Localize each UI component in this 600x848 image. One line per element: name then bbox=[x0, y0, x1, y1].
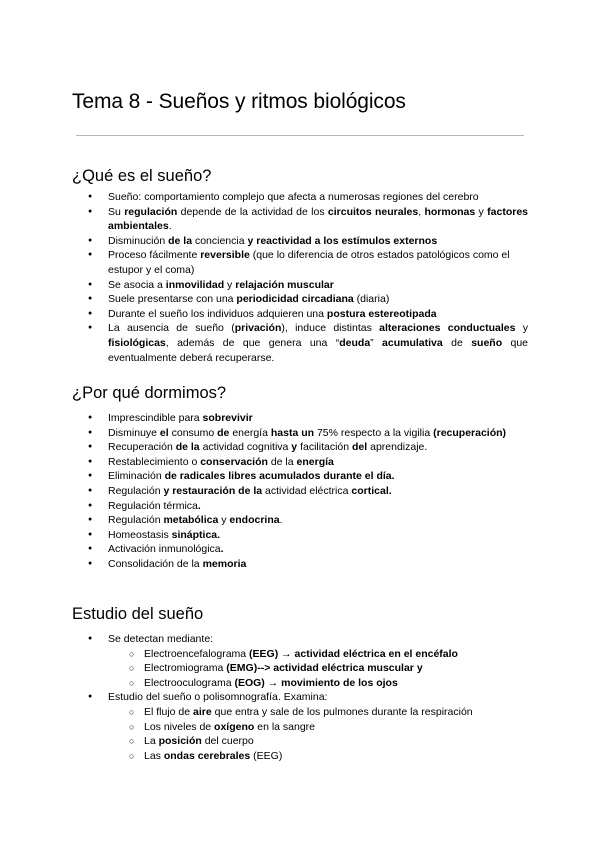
sleep-definition-list bbox=[72, 190, 528, 365]
text: Electrooculograma bbox=[144, 676, 232, 689]
bold-text: (EEG) → actividad eléctrica en el encéfalo bbox=[246, 647, 458, 660]
text: de la bbox=[267, 455, 297, 468]
text: (que lo diferencia de otros estados patológicos como el estupor y el coma) bbox=[108, 249, 510, 276]
text: aprendizaje. bbox=[370, 441, 428, 454]
text: Se asocia a bbox=[108, 278, 166, 291]
bold-text: relajación muscular bbox=[235, 278, 334, 291]
text: Disminuye bbox=[108, 426, 158, 439]
bold-text: sináptica. bbox=[168, 528, 221, 541]
text: del cuerpo bbox=[201, 735, 254, 748]
sub-list-item bbox=[108, 749, 528, 764]
polysomnography-list bbox=[108, 705, 528, 763]
bold-text: el bbox=[157, 426, 172, 439]
text: actividad cognitiva bbox=[202, 441, 289, 454]
sub-list-item bbox=[108, 720, 528, 735]
list-item bbox=[72, 469, 528, 484]
bold-text: y bbox=[288, 441, 301, 454]
list-item bbox=[72, 426, 528, 441]
polysomnography-label: Estudio del sueño o polisomnografía. Examina: bbox=[108, 691, 328, 704]
bold-text: (EMG)--> actividad eléctrica muscular y bbox=[223, 662, 423, 675]
text: Recuperación bbox=[108, 441, 173, 454]
list-item bbox=[72, 321, 528, 365]
bold-text: y reactividad a los estímulos externos bbox=[244, 234, 438, 247]
sub-list-item bbox=[108, 661, 528, 676]
list-item bbox=[72, 248, 528, 277]
text: de bbox=[442, 336, 472, 349]
list-item bbox=[72, 632, 528, 690]
bold-text: y restauración de la bbox=[160, 484, 266, 497]
bold-text: de bbox=[214, 426, 233, 439]
document-title: Tema 8 - Sueños y ritmos biológicos bbox=[72, 90, 406, 113]
text: Los niveles de bbox=[144, 720, 215, 733]
sub-list-item bbox=[108, 705, 528, 720]
text: , bbox=[418, 205, 425, 218]
list-item bbox=[72, 513, 528, 528]
bold-text: posición bbox=[158, 735, 202, 748]
list-item bbox=[72, 234, 528, 249]
list-item bbox=[72, 205, 528, 234]
text: Eliminación bbox=[108, 470, 162, 483]
text: Restablecimiento o bbox=[108, 455, 201, 468]
why-sleep-list bbox=[72, 411, 528, 572]
text: Proceso fácilmente bbox=[108, 249, 201, 262]
sub-list-item bbox=[108, 734, 528, 749]
text: Sueño: comportamiento complejo que afecta a numerosas regiones del cerebro bbox=[108, 191, 479, 203]
bold-text: de la bbox=[165, 234, 195, 247]
bold-text: aire bbox=[193, 705, 212, 718]
text: que entra y sale de los pulmones durante la respiración bbox=[211, 705, 473, 718]
bold-text: (recuperación) bbox=[430, 426, 507, 439]
text: Suele presentarse con una bbox=[108, 293, 237, 306]
text: Imprescindible para bbox=[108, 412, 203, 424]
bold-text: del bbox=[349, 441, 371, 454]
list-item bbox=[72, 190, 528, 205]
list-item bbox=[72, 440, 528, 455]
text: (EEG) bbox=[250, 749, 283, 762]
bold-text: de la bbox=[172, 441, 203, 454]
text: Electromiograma bbox=[144, 662, 224, 675]
bold-text: circuitos neurales bbox=[327, 205, 419, 218]
detection-methods-list bbox=[108, 647, 528, 691]
detection-label: Se detectan mediante: bbox=[108, 633, 214, 645]
text: . bbox=[168, 220, 172, 233]
text: La bbox=[144, 735, 159, 748]
bold-text: conservación bbox=[200, 455, 268, 468]
text: y bbox=[475, 205, 488, 218]
text: y bbox=[224, 278, 236, 291]
text: energía bbox=[232, 426, 268, 439]
text: ” bbox=[370, 336, 383, 349]
bold-text: (EOG) → movimiento de los ojos bbox=[231, 676, 398, 689]
bold-text: de radicales libres acumulados durante el día. bbox=[161, 470, 395, 483]
text: Regulación térmica bbox=[108, 499, 198, 512]
title-divider bbox=[76, 135, 524, 136]
text: La ausencia de sueño ( bbox=[108, 322, 235, 335]
text: Activación inmunológica bbox=[108, 543, 221, 556]
text: consumo bbox=[171, 426, 215, 439]
bold-text: . bbox=[220, 543, 224, 556]
list-item bbox=[72, 455, 528, 470]
text: (diaria) bbox=[353, 293, 390, 306]
text: ), induce distintas bbox=[281, 322, 380, 335]
text: y bbox=[218, 514, 230, 527]
bold-text: hasta un bbox=[267, 426, 317, 439]
text: en la sangre bbox=[254, 720, 316, 733]
list-item bbox=[72, 307, 528, 322]
bold-text: factores ambientales bbox=[108, 205, 528, 233]
bold-text: endocrina bbox=[229, 514, 280, 527]
list-item bbox=[72, 484, 528, 499]
text: conciencia bbox=[194, 234, 245, 247]
bold-text: alteraciones conductuales bbox=[379, 322, 516, 335]
text: Su bbox=[108, 205, 125, 218]
text: actividad eléctrica bbox=[265, 484, 349, 497]
bold-text: hormonas bbox=[424, 205, 476, 218]
section-heading-estudio-del-sueno: Estudio del sueño bbox=[72, 605, 204, 623]
bold-text: deuda bbox=[339, 336, 371, 349]
bold-text: sueño bbox=[471, 336, 503, 349]
list-item bbox=[72, 278, 528, 293]
section-heading-por-que-dormimos: ¿Por qué dormimos? bbox=[72, 384, 227, 402]
sub-list-item bbox=[108, 676, 528, 691]
bold-text: reversible bbox=[200, 249, 250, 262]
text: Regulación bbox=[108, 514, 164, 527]
bold-text: privación bbox=[234, 322, 282, 335]
text: El flujo de bbox=[144, 705, 194, 718]
bold-text: sobrevivir bbox=[202, 412, 253, 424]
bold-text: oxígeno bbox=[214, 720, 255, 733]
text: depende de la actividad de los bbox=[177, 205, 328, 218]
text: Electroencefalograma bbox=[144, 647, 247, 660]
text: Homeostasis bbox=[108, 528, 169, 541]
bold-text: ondas cerebrales bbox=[163, 749, 251, 762]
text: Las bbox=[144, 749, 164, 762]
bold-text: cortical. bbox=[348, 484, 392, 497]
list-item bbox=[72, 528, 528, 543]
text: 75% respecto a la vigilia bbox=[316, 426, 431, 439]
section-heading-que-es-el-sueno: ¿Qué es el sueño? bbox=[72, 167, 212, 185]
bold-text: acumulativa bbox=[382, 336, 443, 349]
bold-text: energía bbox=[296, 455, 334, 468]
text: Consolidación de la bbox=[108, 557, 203, 570]
list-item bbox=[72, 411, 528, 426]
text: y bbox=[515, 322, 528, 335]
text: facilitación bbox=[300, 441, 350, 454]
text: . bbox=[279, 514, 283, 527]
list-item bbox=[72, 542, 528, 557]
list-item bbox=[72, 499, 528, 514]
text: Regulación bbox=[108, 484, 161, 497]
list-item bbox=[72, 292, 528, 307]
list-item bbox=[72, 690, 528, 763]
bold-text: . bbox=[197, 499, 201, 512]
bold-text: periodicidad circadiana bbox=[236, 293, 354, 306]
sub-list-item bbox=[108, 647, 528, 662]
bold-text: memoria bbox=[202, 557, 247, 570]
text: que eventualmente deberá recuperarse. bbox=[108, 336, 529, 364]
bold-text: inmovilidad bbox=[165, 278, 225, 291]
bold-text: regulación bbox=[124, 205, 178, 218]
text: Durante el sueño los individuos adquieren una bbox=[108, 307, 327, 320]
bold-text: fisiológicas bbox=[108, 336, 166, 349]
bold-text: metabólica bbox=[163, 514, 219, 527]
list-item bbox=[72, 557, 528, 572]
text: Disminución bbox=[108, 234, 166, 247]
sleep-study-list bbox=[72, 632, 528, 763]
bold-text: postura estereotipada bbox=[326, 307, 437, 320]
text: , además de que genera una “ bbox=[165, 336, 340, 349]
